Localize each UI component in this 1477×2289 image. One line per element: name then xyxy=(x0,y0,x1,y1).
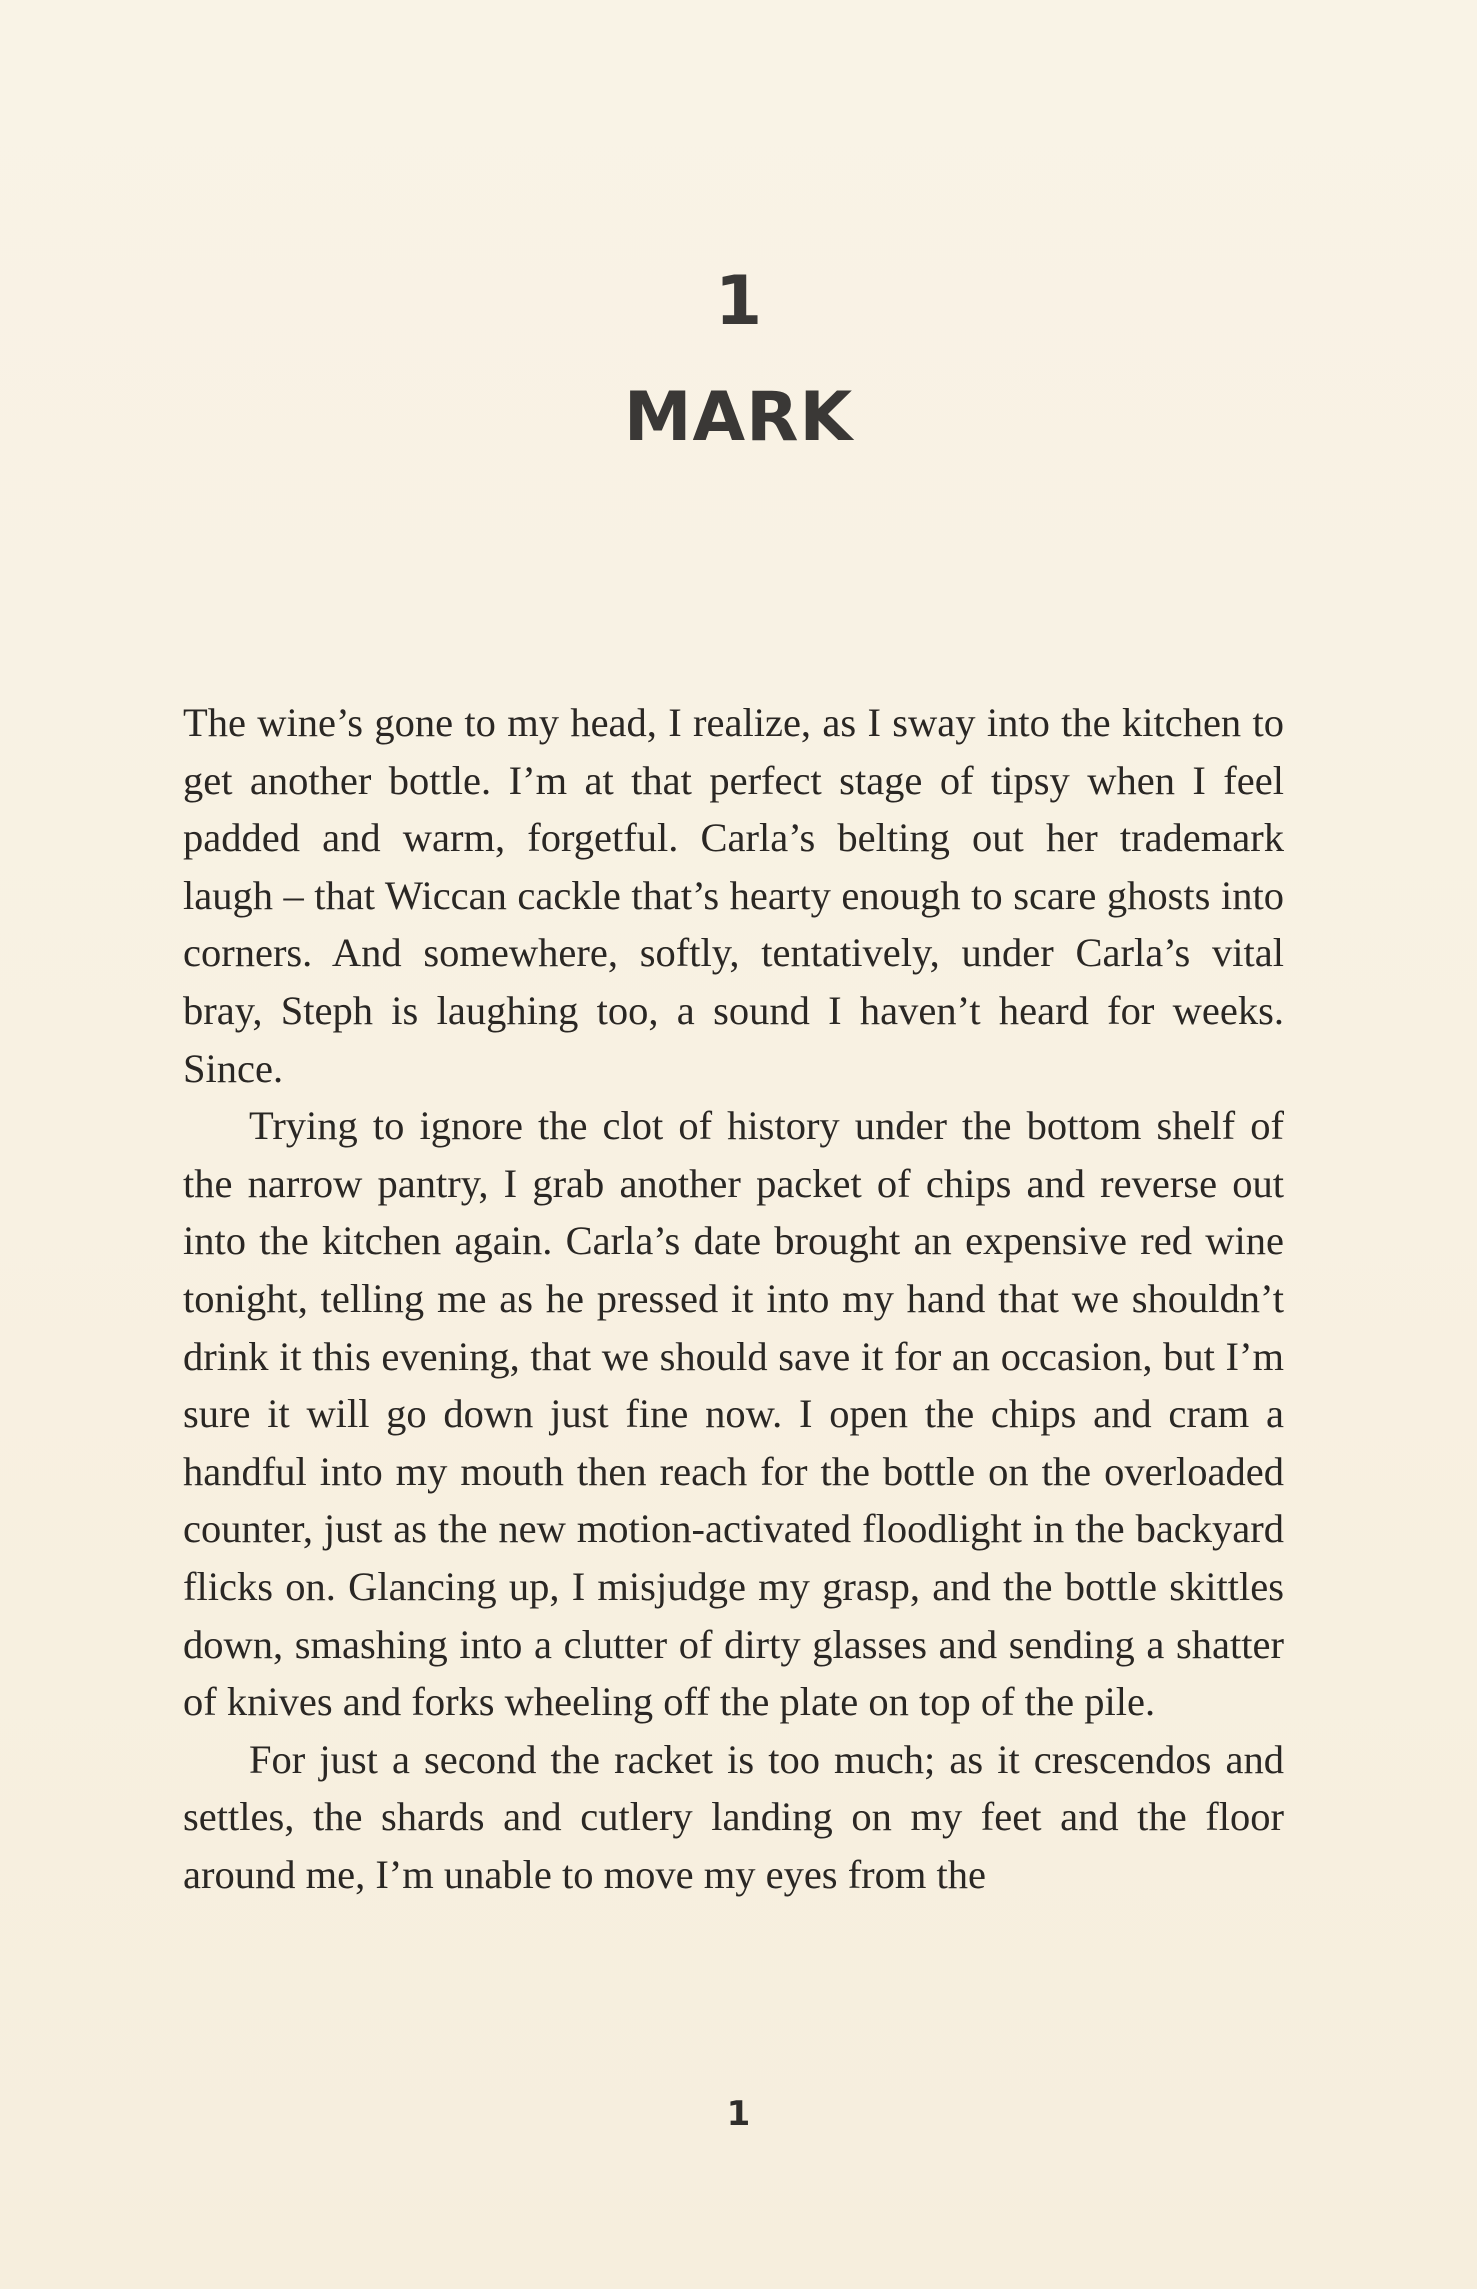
body-text xyxy=(183,694,1284,1903)
chapter-title: MARK xyxy=(623,378,854,457)
paragraph: The wine’s gone to my head, I realize, as I sway into the kitchen to get another bottle. I’m at that perfect stage of tipsy when I feel padded and warm, forgetful. Carla’s belting out her trademark laugh – that Wiccan cackle that’s hearty enough to scare ghosts into corners. And somewhere, softly, tentatively, under Carla’s vital bray, Steph is laughing too, a sound I haven’t heard for weeks. Since. xyxy=(183,700,1284,1091)
page-number: 1 xyxy=(726,2094,751,2134)
paragraph: For just a second the racket is too much; as it crescendos and settles, the shards and cutlery landing on my feet and the floor around me, I’m unable to move my eyes from the xyxy=(183,1736,1284,1897)
chapter-number: 1 xyxy=(714,262,763,341)
paragraph: Trying to ignore the clot of history under the bottom shelf of the narrow pantry, I grab another packet of chips and reverse out into the kitchen again. Carla’s date brought an expensive red wine tonight, telling me as he pressed it into my hand that we shouldn’t drink it this evening, that we should save it for an occasion, but I’m sure it will go down just fine now. I open the chips and cram a handful into my mouth then reach for the bottle on the overloaded counter, just as the new motion-activated floodlight in the backyard flicks on. Glancing up, I misjudge my grasp, and the bottle skittles down, smashing into a clutter of dirty glasses and sending a shatter of knives and forks wheeling off the plate on top of the pile. xyxy=(183,1103,1284,1725)
